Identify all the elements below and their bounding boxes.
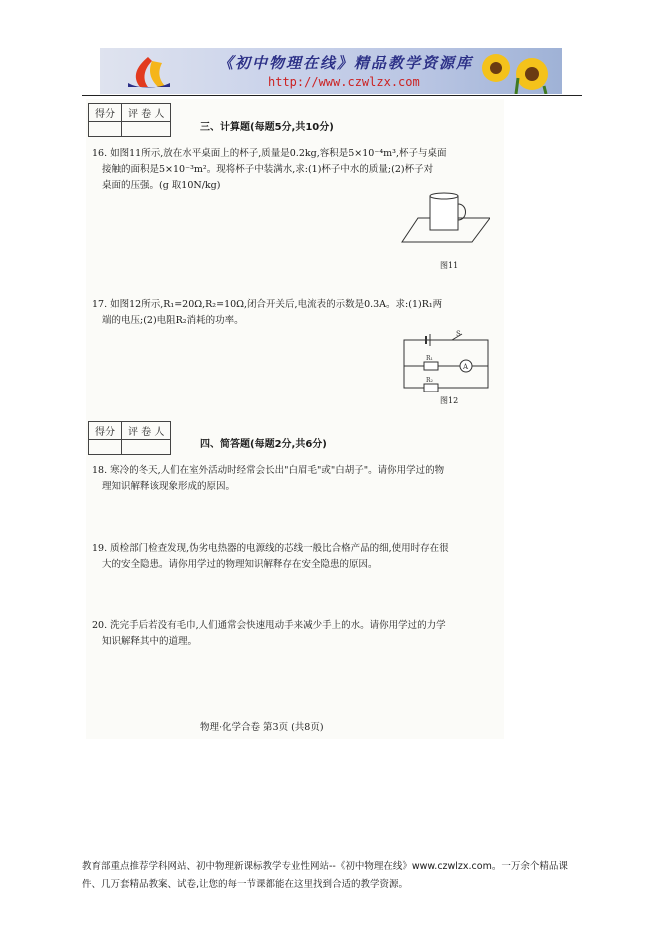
- banner-title: 《初中物理在线》精品教学资源库: [218, 54, 474, 72]
- question-17: 17. 如图12所示,R₁=20Ω,R₂=10Ω,闭合开关后,电流表的示数是0.3A。求:(1)R₁两 端的电压;(2)电阻R₂消耗的功率。: [92, 299, 443, 326]
- figure-12-caption: 图12: [440, 396, 459, 405]
- r1-label: R₁: [426, 355, 433, 362]
- score-table-2: [88, 421, 171, 455]
- ammeter-label: A: [463, 363, 469, 371]
- grader-col-label: 评 卷 人: [122, 422, 171, 440]
- score-col-label: 得分: [89, 104, 122, 122]
- banner-url[interactable]: http://www.czwlzx.com: [268, 75, 420, 89]
- header-rule: [82, 95, 582, 96]
- sunflower-icon: [466, 48, 556, 94]
- score-col-label: 得分: [89, 422, 122, 440]
- site-logo-icon: [118, 53, 178, 91]
- r2-label: R₂: [426, 377, 433, 384]
- question-16: 16. 如图11所示,放在水平桌面上的杯子,质量是0.2kg,容积是5×10⁻⁴m³,杯子与桌面 接触的面积是5×10⁻³m²。现将杯子中装满水,求:(1)杯子中水的质量;(2)杯子对 桌面的压强。(g 取10N/kg): [92, 148, 447, 191]
- page-footer: 物理·化学合卷 第3页 (共8页): [200, 722, 324, 733]
- circuit-diagram-figure: [400, 330, 492, 392]
- section-3-heading: 三、计算题(每题5分,共10分): [200, 122, 334, 133]
- grader-col-label: 评 卷 人: [122, 104, 171, 122]
- figure-11-caption: 图11: [440, 261, 459, 270]
- cup-on-table-figure: [400, 190, 490, 250]
- question-20: 20. 洗完手后若没有毛巾,人们通常会快速甩动手来减少手上的水。请你用学过的力学 知识解释其中的道理。: [92, 620, 446, 647]
- section-4-heading: 四、简答题(每题2分,共6分): [200, 439, 327, 450]
- score-table-1: [88, 103, 171, 137]
- question-18: 18. 寒冷的冬天,人们在室外活动时经常会长出"白眉毛"或"白胡子"。请你用学过的物 理知识解释该现象形成的原因。: [92, 465, 445, 492]
- bottom-note: 教育部重点推荐学科网站、初中物理新课标教学专业性网站--《初中物理在线》www.czwlzx.com。一万余个精品课 件、几万套精品教案、试卷,让您的每一节课都能在这里找到合适的教学资源。: [82, 861, 568, 890]
- switch-label: S: [456, 330, 461, 338]
- question-19: 19. 质检部门检查发现,伪劣电热器的电源线的芯线一般比合格产品的细,使用时存在很 大的安全隐患。请你用学过的物理知识解释存在安全隐患的原因。: [92, 543, 449, 570]
- site-banner: [100, 48, 562, 94]
